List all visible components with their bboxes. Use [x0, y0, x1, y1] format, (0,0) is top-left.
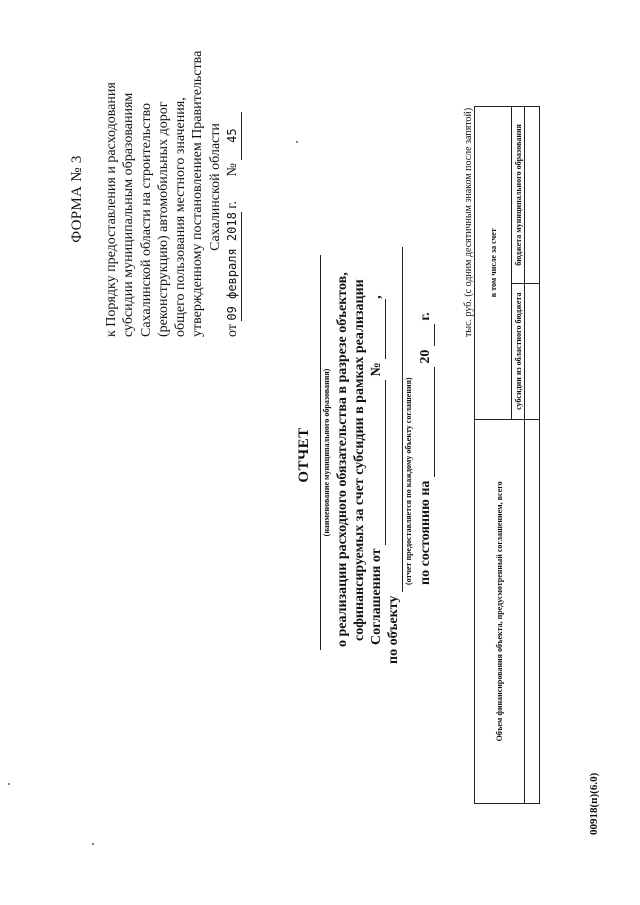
- form-code: 00918(п)(6.0): [588, 772, 600, 835]
- header-line-6: утвержденному постановлением Правительства: [190, 50, 206, 337]
- agreement-number-sign: №: [369, 362, 384, 377]
- header-line-1: к Порядку предоставления и расходования: [104, 82, 119, 337]
- scan-speck: [8, 783, 10, 785]
- as-of-year-prefix: 20: [418, 349, 433, 364]
- scan-speck: [296, 141, 298, 143]
- total-financing-cell: [525, 419, 540, 803]
- as-of-year-suffix: г.: [418, 312, 433, 321]
- year-suffix: г.: [225, 201, 241, 209]
- as-of-line: [418, 312, 435, 585]
- header-line-5: общего пользования местного значения,: [173, 97, 189, 337]
- financing-table: [474, 106, 540, 804]
- table-header-row: [475, 107, 512, 804]
- units-note: тыс. руб. (с одним десятичным знаком после запятой): [463, 107, 474, 337]
- report-title: ОТЧЕТ: [296, 427, 312, 483]
- decree-date-field: 09 февраля 2018: [224, 212, 242, 320]
- regional-subsidy-header: субсидии из областного бюджета: [512, 283, 525, 419]
- municipal-budget-header: бюджета муниципального образования: [512, 107, 525, 284]
- form-title: ФОРМА № 3: [69, 155, 85, 243]
- header-block: [103, 37, 242, 337]
- agreement-date-field: [369, 380, 386, 545]
- table-row: [525, 107, 540, 804]
- number-sign: №: [225, 163, 241, 177]
- as-of-date-field: [418, 367, 435, 477]
- as-of-prefix: по состоянию на: [418, 480, 433, 585]
- date-prefix: от: [225, 324, 241, 337]
- report-subject-line-2: софинансируемых за счет субсидии в рамках реализации: [352, 279, 367, 641]
- object-prefix: по объекту: [386, 595, 401, 664]
- decree-date-line: [224, 37, 242, 337]
- total-financing-header: Объем финансирования объекта, предусмотренный соглашением, всего: [475, 419, 525, 803]
- including-header: в том числе за счет: [475, 107, 512, 420]
- regional-subsidy-cell: [525, 283, 540, 419]
- header-line-2: субсидии муниципальным образованиям: [121, 92, 137, 337]
- agreement-comma: ,: [369, 295, 384, 299]
- municipality-name-caption: (наименование муниципального образования): [322, 368, 331, 537]
- object-caption: (отчет предоставляется по каждому объекту соглашения): [404, 377, 413, 585]
- object-name-field: [386, 247, 403, 592]
- municipal-budget-cell: [525, 107, 540, 284]
- object-line: [386, 247, 403, 664]
- decree-number-field: 45: [224, 112, 242, 160]
- as-of-year-field: [418, 324, 435, 346]
- scan-speck: [92, 843, 94, 845]
- header-line-3: Сахалинской области на строительство: [138, 102, 154, 337]
- report-subject-line-1: о реализации расходного обязательства в разрезе объектов,: [335, 272, 350, 647]
- agreement-number-field: [369, 299, 386, 359]
- header-line-7: Сахалинской области: [207, 123, 223, 251]
- agreement-prefix: Соглашения от: [369, 548, 384, 645]
- municipality-name-line: [320, 255, 321, 650]
- header-line-4: (реконструкцию) автомобильных дорог: [155, 101, 171, 337]
- agreement-line: [369, 295, 386, 645]
